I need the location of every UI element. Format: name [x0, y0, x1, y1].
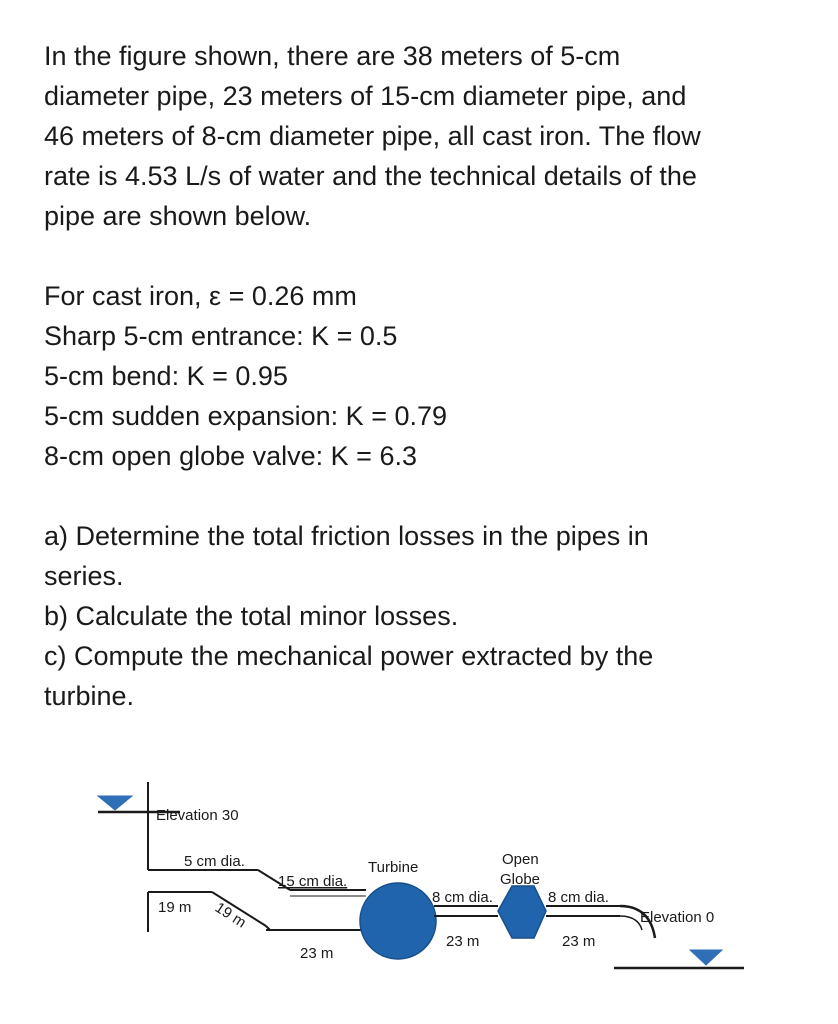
- intro-line-1: In the figure shown, there are 38 meters of 5-cm: [44, 41, 621, 71]
- length-23m-15cm: 23 m: [300, 945, 334, 962]
- globe-valve: [498, 886, 546, 938]
- valve-label-globe: Globe: [500, 871, 541, 888]
- detail-globe-valve: 8-cm open globe valve: K = 6.3: [44, 441, 417, 471]
- intro-line-2: diameter pipe, 23 meters of 15-cm diameter pipe, and: [44, 81, 687, 111]
- detail-expansion: 5-cm sudden expansion: K = 0.79: [44, 401, 448, 431]
- question-b: b) Calculate the total minor losses.: [44, 601, 459, 631]
- question-a-line-1: a) Determine the total friction losses in the pipes in: [44, 521, 649, 551]
- spacer: [44, 476, 804, 516]
- length-19m-slope: 19 m: [211, 899, 250, 932]
- detail-roughness: For cast iron, ε = 0.26 mm: [44, 281, 357, 311]
- intro-line-4: rate is 4.53 L/s of water and the technical details of the: [44, 161, 697, 191]
- upper-water-level-marker: [98, 796, 132, 810]
- outlet-jet-inner: [620, 916, 642, 930]
- pipe-8cm-label-2: 8 cm dia.: [548, 889, 609, 906]
- elevation-bottom-label: Elevation 0: [640, 909, 715, 926]
- length-23m-8cm-2: 23 m: [562, 933, 596, 950]
- turbine: [360, 883, 436, 959]
- pipe-5cm-label: 5 cm dia.: [184, 853, 245, 870]
- lower-water-level-marker: [690, 950, 722, 965]
- question-c-line-2: turbine.: [44, 681, 135, 711]
- question-c-line-1: c) Compute the mechanical power extracted by the: [44, 641, 654, 671]
- detail-bend: 5-cm bend: K = 0.95: [44, 361, 288, 391]
- pipe-system-figure: [0, 760, 838, 1024]
- intro-line-3: 46 meters of 8-cm diameter pipe, all cast iron. The flow: [44, 121, 701, 151]
- questions: [44, 516, 804, 716]
- length-23m-8cm-1: 23 m: [446, 933, 480, 950]
- turbine-label: Turbine: [368, 859, 419, 876]
- detail-entrance: Sharp 5-cm entrance: K = 0.5: [44, 321, 398, 351]
- elevation-top-label: Elevation 30: [156, 807, 239, 824]
- pipe-8cm-label-1: 8 cm dia.: [432, 889, 493, 906]
- problem-intro: [44, 36, 804, 236]
- intro-line-5: pipe are shown below.: [44, 201, 312, 231]
- length-19m-horizontal: 19 m: [158, 899, 192, 916]
- problem-text: [44, 36, 804, 716]
- technical-details: [44, 276, 804, 476]
- valve-label-open: Open: [502, 851, 539, 868]
- pipe-15cm-label: 15 cm dia.: [278, 873, 348, 890]
- question-a-line-2: series.: [44, 561, 124, 591]
- spacer: [44, 236, 804, 276]
